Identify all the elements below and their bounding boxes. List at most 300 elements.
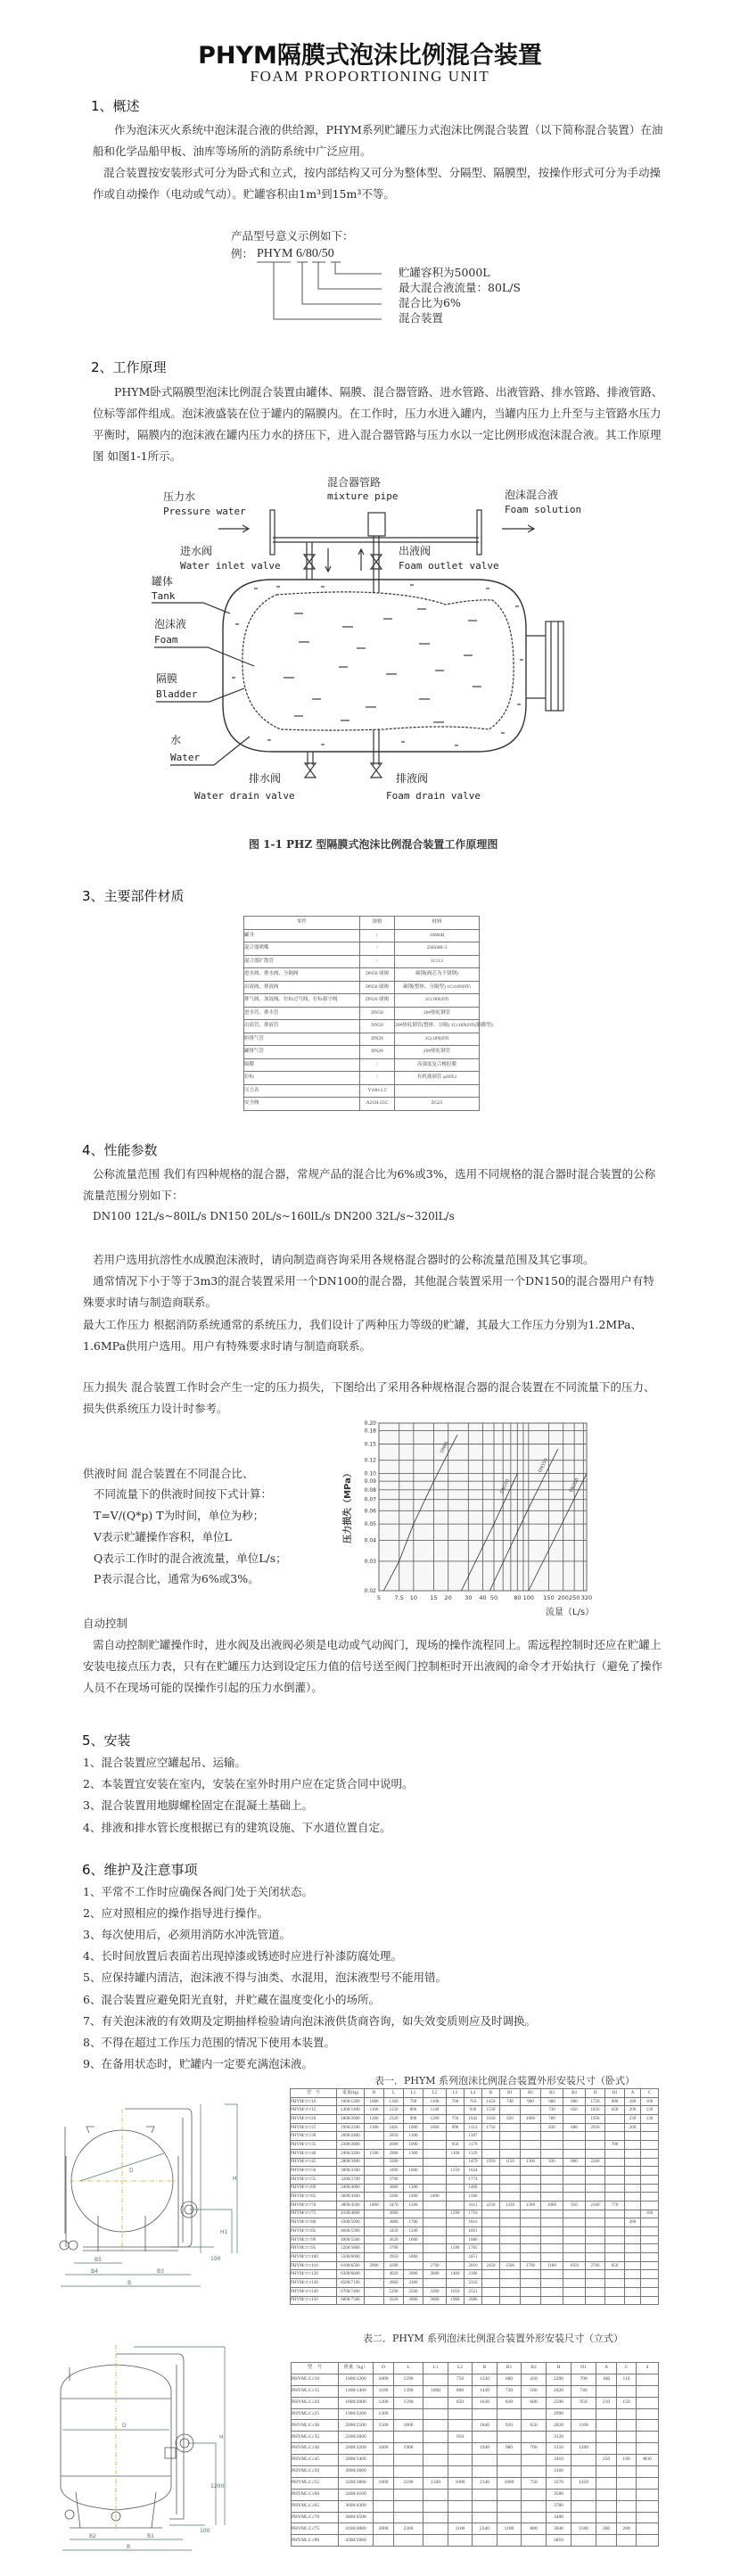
table-cell — [365, 2141, 384, 2150]
table-cell — [423, 2201, 447, 2210]
section-2-heading: 2、工作原理 — [91, 359, 167, 375]
table-cell: / — [360, 1058, 395, 1072]
table-cell: 1500 — [374, 2420, 394, 2432]
table-cell: 碳钢(整体、分隔型) 1Cr18Ni9Ti — [395, 981, 480, 994]
table-cell: 700 — [404, 2097, 423, 2106]
table-cell: 罐排气管 — [244, 1046, 360, 1059]
table-cell: / — [360, 929, 395, 942]
table-row — [292, 2523, 659, 2535]
table-cell: 800 — [522, 2523, 547, 2535]
table-cell: 260 — [596, 2523, 617, 2535]
table-cell — [563, 2235, 586, 2244]
table-row — [291, 2210, 659, 2218]
chart-x-tick-label: 250 — [568, 1594, 580, 1601]
table-cell — [637, 2535, 659, 2547]
table-cell: 950 — [563, 2201, 586, 2210]
table-cell — [447, 2227, 465, 2236]
table-cell: 1112 — [465, 2123, 482, 2132]
table-cell: 高强度复合橡胶膜 — [395, 1058, 480, 1072]
chart-series-label: DN100 — [499, 1477, 511, 1495]
table-cell — [448, 2408, 473, 2420]
table-cell — [482, 2253, 500, 2262]
table-cell: L3 — [447, 2089, 465, 2098]
drawing-label-b5: B5 — [95, 2257, 102, 2263]
table-cell: 1750 — [586, 2097, 605, 2106]
table-1-caption: 表一．PHYM 系列泡沫比例混合装置外形安装尺寸（卧式） — [374, 2075, 636, 2086]
chart-y-tick-label: 0.10 — [364, 1470, 376, 1477]
table-cell — [541, 2227, 563, 2236]
table-cell — [617, 2489, 637, 2500]
table-cell: 1350 — [571, 2477, 596, 2489]
table-cell — [447, 2218, 465, 2227]
table-cell: PHYM□/□/85 — [291, 2227, 337, 2236]
table-cell: 740 — [500, 2097, 521, 2106]
section-1-paragraph-1: 作为泡沫灭火系统中泡沫混合液的供给源，PHYM系列贮罐压力式泡沫比例混合装置（以下简称混合装置）在油船和化学品船甲板、油库等场所的消防系统中广泛应用。 — [93, 123, 663, 158]
table-cell: 2000/2500 — [339, 2420, 374, 2432]
model-label-flow: 最大混合液流量：80L/S — [399, 281, 521, 294]
table-cell: Φ30 — [637, 2455, 659, 2466]
table-cell — [448, 2512, 473, 2523]
table-cell: 1600 — [404, 2235, 423, 2244]
table-row — [291, 2193, 659, 2202]
table-cell — [563, 2244, 586, 2253]
table-cell — [605, 2184, 625, 2193]
table-cell: 1500 — [447, 2244, 465, 2253]
table-cell: 1250 — [447, 2167, 465, 2176]
table-cell: 1500 — [404, 2201, 423, 2210]
table-cell: 位标 — [244, 1072, 360, 1085]
table-cell: 1200 — [571, 2443, 596, 2455]
table-cell: 1300 — [521, 2158, 541, 2167]
label-tank-cn: 罐体 — [152, 575, 174, 588]
table-cell: PHYM□/□/130 — [291, 2279, 337, 2288]
section-1-heading: 1、概述 — [91, 98, 140, 114]
table-cell: 3410 — [547, 2455, 571, 2466]
chart-series-label: DN65 — [439, 1440, 450, 1454]
table-cell: 3160 — [547, 2466, 571, 2478]
table-cell — [522, 2535, 547, 2547]
table-cell — [625, 2235, 641, 2244]
table-cell: 2340 — [473, 2523, 497, 2535]
table-cell: C — [641, 2089, 659, 2098]
table-cell: 2260 — [586, 2158, 605, 2167]
model-part-series: PHYM — [257, 247, 293, 260]
table-cell: 1500 — [423, 2477, 448, 2489]
table-cell: 3120 — [547, 2432, 571, 2443]
table-cell — [423, 2279, 447, 2288]
table-row — [291, 2158, 659, 2167]
chart-x-tick-label: 200 — [557, 1594, 569, 1601]
table-cell: / — [360, 955, 395, 968]
table-cell: H — [547, 2363, 571, 2374]
table-cell: 重量(kg) — [337, 2089, 365, 2098]
table-cell — [541, 2184, 563, 2193]
table-cell — [500, 2106, 521, 2115]
table-row — [291, 2261, 659, 2270]
table-cell: 2400/3200 — [337, 2149, 365, 2158]
table-cell — [423, 2244, 447, 2253]
table-row — [291, 2279, 659, 2288]
table-cell — [423, 2432, 448, 2443]
table-cell: 16MnR — [395, 929, 480, 942]
table-cell — [586, 2210, 605, 2218]
table-cell — [500, 2287, 521, 2296]
table-cell — [522, 2489, 547, 2500]
table-cell: 2820 — [547, 2420, 571, 2432]
table-cell: 1300 — [365, 2123, 384, 2132]
table-cell — [596, 2477, 617, 2489]
table-cell — [605, 2175, 625, 2184]
table-cell: 1400 — [447, 2270, 465, 2279]
table-cell: 3000/3600 — [339, 2466, 374, 2478]
table-cell: 混合器扩散管 — [244, 955, 360, 968]
table-row — [291, 2218, 659, 2227]
table-cell: Y100-2.5 — [360, 1084, 395, 1098]
table-cell — [605, 2218, 625, 2227]
table-cell — [365, 2244, 384, 2253]
table-cell: PHYM□/□/15 — [292, 2385, 339, 2397]
table-cell: 250 — [596, 2455, 617, 2466]
label-foam-en: Foam — [154, 634, 178, 646]
table-cell: 1800/2000 — [339, 2397, 374, 2408]
table-cell: 2760 — [586, 2261, 605, 2270]
table-cell: 1000 — [423, 2385, 448, 2397]
supply-time-line: 供液时间 混合装置在不同混合比、 — [83, 1467, 254, 1480]
table-cell — [541, 2235, 563, 2244]
table-cell: 1000 — [521, 2115, 541, 2124]
table-cell — [521, 2167, 541, 2176]
table-cell: 1290 — [394, 2374, 423, 2385]
table-cell: B2 — [521, 2089, 541, 2098]
label-foam-solution-cn: 泡沫混合液 — [505, 489, 559, 501]
table-cell: 4900/5500 — [337, 2235, 365, 2244]
table-row — [291, 2106, 659, 2115]
table-cell: PHYM□/□/35 — [292, 2432, 339, 2443]
table-cell — [641, 2167, 659, 2176]
section-6-heading: 6、维护及注意事项 — [82, 1862, 198, 1878]
table-cell: PHYM□/□/80 — [291, 2218, 337, 2227]
table-cell — [541, 2279, 563, 2288]
table-cell — [563, 2218, 586, 2227]
table-cell — [563, 2149, 586, 2158]
list-item: 7、有关泡沫液的有效期及定期抽样检验请向泡沫液供货商咨询，如失效变质则应及时调换。 — [83, 2013, 536, 2028]
table-cell — [541, 2193, 563, 2202]
table-cell: 6500/7100 — [337, 2279, 365, 2288]
table-cell — [394, 2432, 423, 2443]
table-cell — [586, 2279, 605, 2288]
table-cell — [374, 2500, 394, 2512]
table-cell: 1600 — [423, 2123, 447, 2132]
chart-x-tick-label: 40 — [479, 1594, 487, 1601]
table-cell: 120 — [641, 2106, 659, 2115]
table-cell — [637, 2397, 659, 2408]
table-row — [292, 2385, 659, 2397]
table-cell — [625, 2141, 641, 2150]
table-cell — [637, 2374, 659, 2385]
table-cell — [423, 2523, 448, 2535]
table-cell — [482, 2296, 500, 2305]
table-cell: 3200 — [423, 2287, 447, 2296]
table-cell — [423, 2132, 447, 2141]
table-row — [291, 2132, 659, 2141]
drawing-label-b: B — [127, 2544, 131, 2550]
table-cell: 780 — [541, 2115, 563, 2124]
table-cell: 1450 — [482, 2097, 500, 2106]
table-cell: 4280 — [384, 2261, 404, 2270]
table-cell: 2200/2800 — [337, 2141, 365, 2150]
table-cell — [541, 2149, 563, 2158]
table-cell — [625, 2167, 641, 2176]
table-cell: 700 — [605, 2141, 625, 2150]
table-cell: PHYM□/□/60 — [291, 2184, 337, 2193]
table-cell: 3790 — [384, 2244, 404, 2253]
table-cell: 1180 — [541, 2261, 563, 2270]
table-cell: 1601 — [465, 2227, 482, 2236]
chart-y-tick-label: 0.08 — [364, 1486, 376, 1494]
table-cell: L2 — [423, 2089, 447, 2098]
table-cell: 3680 — [384, 2210, 404, 2218]
table-cell: 型 号 — [291, 2089, 337, 2098]
table-cell: 2186 — [465, 2270, 482, 2279]
chart-x-tick-label: 10 — [409, 1594, 417, 1601]
table-cell — [596, 2443, 617, 2455]
table-cell: 1950 — [586, 2115, 605, 2124]
list-item: 6、混合装置应避免阳光直射，并贮藏在温度变化小的场所。 — [83, 1992, 380, 2006]
table-cell: 3600 — [423, 2296, 447, 2305]
table-cell: 1851 — [465, 2253, 482, 2262]
table-cell — [625, 2296, 641, 2305]
table-cell — [365, 2218, 384, 2227]
table-cell — [423, 2535, 448, 2547]
table-cell: 排气阀、加液阀、位标过号阀、位标拔守阀 — [244, 994, 360, 1008]
table-cell — [641, 2296, 659, 2305]
table-cell: 有机玻璃管 φ20X3 — [395, 1072, 480, 1085]
table-cell: 2990 — [547, 2408, 571, 2420]
table-cell: PHYM□/□/100 — [291, 2253, 337, 2262]
table-cell — [605, 2270, 625, 2279]
table-cell: 3950 — [384, 2253, 404, 2262]
table-cell: 980 — [497, 2443, 522, 2455]
table-cell: 260 — [625, 2123, 641, 2132]
table-cell — [482, 2141, 500, 2150]
table-cell: 1000/1200 — [339, 2374, 374, 2385]
chart-x-tick-label: 320 — [580, 1594, 593, 1601]
table-cell: B3 — [541, 2089, 563, 2098]
table-cell: 600 — [563, 2097, 586, 2106]
table-cell — [500, 2235, 521, 2244]
table-cell — [447, 2175, 465, 2184]
chart-y-tick-label: 0.04 — [364, 1537, 376, 1544]
table-cell: PHYM□/□/50 — [291, 2167, 337, 2176]
table-cell: 3640 — [547, 2523, 571, 2535]
table-cell: 730 — [497, 2385, 522, 2397]
table-cell — [563, 2253, 586, 2262]
table-row — [291, 2244, 659, 2253]
table-cell: 1390 — [394, 2385, 423, 2397]
table-cell — [641, 2253, 659, 2262]
table-cell: 1506 — [465, 2193, 482, 2202]
table-row — [291, 2141, 659, 2150]
table-cell: 1307 — [465, 2132, 482, 2141]
page-title: PHYM隔膜式泡沫比例混合装置 — [198, 42, 542, 70]
table-cell — [617, 2477, 637, 2489]
table-cell — [641, 2218, 659, 2227]
table-cell — [497, 2500, 522, 2512]
table-cell: 450 — [522, 2374, 547, 2385]
table-cell — [500, 2210, 521, 2218]
table-cell: PHYM□/□/75 — [291, 2210, 337, 2218]
table-row — [292, 2408, 659, 2420]
table-cell — [394, 2500, 423, 2512]
table-cell — [522, 2408, 547, 2420]
table-cell — [448, 2455, 473, 2466]
table-cell: 1630 — [473, 2397, 497, 2408]
table-row — [291, 2253, 659, 2262]
label-foam-cn: 泡沫液 — [154, 618, 187, 630]
table-cell — [500, 2279, 521, 2288]
table-cell: 1100 — [423, 2097, 447, 2106]
table-cell: 6300/6800 — [337, 2270, 365, 2279]
section-5-heading: 5、安装 — [82, 1732, 131, 1749]
table-cell: 750 — [448, 2374, 473, 2385]
table-cell — [596, 2535, 617, 2547]
table-cell — [521, 2235, 541, 2244]
table-cell: 800 — [404, 2106, 423, 2115]
table-cell — [423, 2443, 448, 2455]
table-cell: 1479 — [465, 2158, 482, 2167]
table-cell: 1500 — [521, 2201, 541, 2210]
chart-y-tick-label: 0.20 — [364, 1420, 376, 1427]
table-cell — [500, 2175, 521, 2184]
table-cell: 1200 — [447, 2210, 465, 2218]
table-cell — [500, 2227, 521, 2236]
table-cell: 罐身 — [244, 929, 360, 942]
table-cell: A — [625, 2089, 641, 2098]
table-cell — [625, 2201, 641, 2210]
table-cell — [394, 2466, 423, 2478]
table-cell — [497, 2432, 522, 2443]
table-cell — [605, 2115, 625, 2124]
table-cell: 胆排气管 — [244, 1033, 360, 1046]
table-cell — [482, 2244, 500, 2253]
table-cell — [473, 2432, 497, 2443]
table-cell: 2100 — [394, 2477, 423, 2489]
table-cell — [571, 2455, 596, 2466]
table-cell — [586, 2296, 605, 2305]
table-cell: 180 — [617, 2455, 637, 2466]
table-cell — [637, 2489, 659, 2500]
table-cell: 500 — [522, 2385, 547, 2397]
table-cell: 5500/6000 — [337, 2253, 365, 2262]
table-cell: 1200 — [374, 2397, 394, 2408]
table-cell — [641, 2141, 659, 2150]
table-cell: 出液管、排液管 — [244, 1020, 360, 1033]
table-cell: DN20 球阀 — [360, 994, 395, 1008]
chart-y-tick-label: 0.12 — [364, 1457, 376, 1464]
table-cell — [605, 2279, 625, 2288]
chart-y-axis-label: 压力损失（MPa） — [343, 1469, 353, 1543]
table-cell: 930 — [541, 2158, 563, 2167]
table-cell: PHYM□/□/10 — [292, 2374, 339, 2385]
table-cell: 1000 — [365, 2097, 384, 2106]
table-cell: 680 — [563, 2123, 586, 2132]
table-cell — [641, 2235, 659, 2244]
table-cell: 770 — [605, 2201, 625, 2210]
table-cell: 20#热轧钢管 — [395, 1007, 480, 1020]
table-cell — [637, 2523, 659, 2535]
table-cell: 4300/5000 — [339, 2535, 374, 2547]
table-cell — [637, 2477, 659, 2489]
table-cell: 1180 — [497, 2523, 522, 2535]
table-cell: 1816 — [465, 2218, 482, 2227]
drawing-label-b4: B4 — [91, 2268, 98, 2275]
table-cell — [423, 2489, 448, 2500]
table-cell: 1Cr13 — [395, 955, 480, 968]
chart-y-tick-label: 0.15 — [364, 1441, 376, 1448]
table-cell: 出液阀、排液阀 — [244, 981, 360, 994]
table-cell: A21H-25C — [360, 1098, 395, 1111]
table-cell — [447, 2132, 465, 2141]
label-tank-en: Tank — [152, 590, 176, 602]
table-cell: D — [374, 2363, 394, 2374]
label-outlet-valve-en: Foam outlet valve — [399, 560, 499, 572]
table-cell: 1940 — [473, 2443, 497, 2455]
table-2-caption: 表二．PHYM 系列泡沫比例混合装置外形安装尺寸（立式） — [363, 2333, 624, 2344]
table-cell — [571, 2535, 596, 2547]
table-cell — [473, 2466, 497, 2478]
chart-x-tick-label: 150 — [543, 1594, 555, 1601]
table-cell: 1050 — [563, 2261, 586, 2270]
table-cell: PHYM□/□/110 — [291, 2261, 337, 2270]
table-cell — [500, 2167, 521, 2176]
table-cell — [482, 2287, 500, 2296]
table-cell: PHYM□/□/45 — [291, 2158, 337, 2167]
table-cell: B2 — [522, 2363, 547, 2374]
table-cell: PHYM□/□/20 — [291, 2115, 337, 2124]
table-cell: 1200 — [365, 2115, 384, 2124]
table-cell — [522, 2455, 547, 2466]
table-cell — [605, 2235, 625, 2244]
table-cell: 100 — [641, 2097, 659, 2106]
label-water-drain-cn: 排水阀 — [249, 772, 282, 785]
table-cell — [605, 2227, 625, 2236]
table-cell — [365, 2287, 384, 2296]
table-cell: 1000 — [448, 2477, 473, 2489]
table-cell: 200 — [625, 2106, 641, 2115]
table-cell: 1590 — [394, 2397, 423, 2408]
table-cell — [404, 2261, 423, 2270]
table-cell — [637, 2408, 659, 2420]
table-cell — [541, 2270, 563, 2279]
table-cell — [563, 2210, 586, 2218]
drawing-label-b: B — [127, 2280, 132, 2286]
table-cell — [641, 2287, 659, 2296]
table-cell — [365, 2253, 384, 2262]
table-cell: 750 — [447, 2115, 465, 2124]
table-cell — [563, 2184, 586, 2193]
table-cell: PHYM□/□/10 — [291, 2097, 337, 2106]
table-cell — [522, 2432, 547, 2443]
table-cell — [447, 2193, 465, 2202]
label-foam-drain-cn: 排液阀 — [396, 772, 429, 785]
table-cell: 3880 — [384, 2218, 404, 2227]
table-cell — [482, 2175, 500, 2184]
table-cell — [625, 2132, 641, 2141]
chart-y-tick-label: 0.03 — [364, 1558, 376, 1565]
table-cell — [423, 2397, 448, 2408]
table-cell: 2016 — [465, 2261, 482, 2270]
chart-y-tick-label: 0.05 — [364, 1521, 376, 1528]
